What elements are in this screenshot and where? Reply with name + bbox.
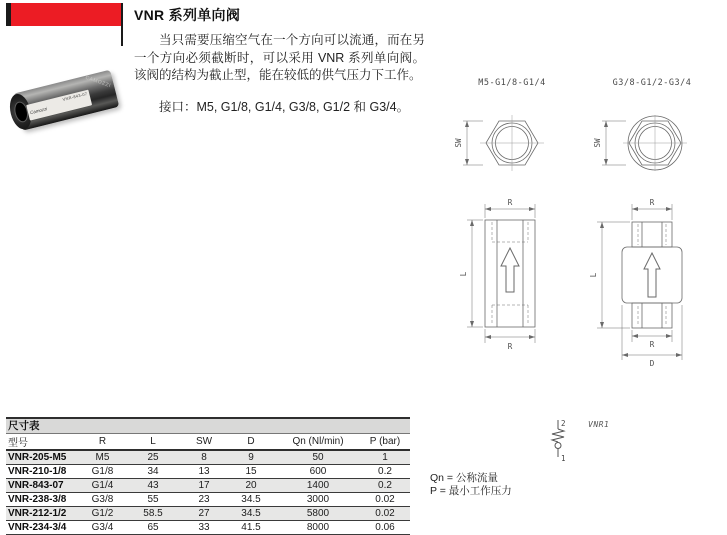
- model-cell: VNR-210-1/8: [6, 465, 81, 479]
- value-cell: 55: [124, 493, 182, 507]
- dim-l-label-2: L: [589, 272, 598, 278]
- col-d: D: [226, 434, 276, 450]
- model-cell: VNR-234-3/4: [6, 521, 81, 535]
- dim-d-label: D: [649, 359, 655, 368]
- table-row: [6, 479, 410, 493]
- value-cell: 9: [226, 450, 276, 465]
- valve-label-brand: Camozzi: [29, 106, 48, 116]
- value-cell: G1/4: [81, 479, 124, 493]
- value-cell: G3/8: [81, 493, 124, 507]
- value-cell: 43: [124, 479, 182, 493]
- col-p: P (bar): [360, 434, 410, 450]
- value-cell: 33: [182, 521, 226, 535]
- value-cell: 5800: [276, 507, 360, 521]
- value-cell: 41.5: [226, 521, 276, 535]
- dim-sw-label-2: SW: [593, 138, 602, 148]
- ports-line: 接口：M5, G1/8, G1/4, G3/8, G1/2 和 G3/4。: [159, 100, 410, 114]
- value-cell: 50: [276, 450, 360, 465]
- page-title: VNR 系列单向阀: [134, 7, 241, 23]
- size-table-caption: 尺寸表: [6, 417, 410, 434]
- value-cell: 65: [124, 521, 182, 535]
- value-cell: 600: [276, 465, 360, 479]
- end-view-large: [593, 115, 687, 171]
- col-sw: SW: [182, 434, 226, 450]
- model-cell: VNR-843-07: [6, 479, 81, 493]
- value-cell: 27: [182, 507, 226, 521]
- value-cell: 0.06: [360, 521, 410, 535]
- dim-r-bottom-2: R: [649, 340, 655, 349]
- intro-paragraph: 当只需要压缩空气在一个方向可以流通，而在另一个方向必须截断时，可以采用 VNR 系列单向阀。该阀的结构为截止型，能在较低的供气压力下工作。: [134, 33, 425, 82]
- spring-glyph: [552, 429, 564, 442]
- note-p: P = 最小工作压力: [430, 485, 512, 497]
- value-cell: 34.5: [226, 507, 276, 521]
- value-cell: 34.5: [226, 493, 276, 507]
- dim-l-label-1: L: [459, 271, 468, 277]
- value-cell: 20: [226, 479, 276, 493]
- view2-title: G3/8-G1/2-G3/4: [612, 78, 692, 88]
- value-cell: 58.5: [124, 507, 182, 521]
- valve-engraving: CAMOZZI: [84, 74, 112, 90]
- view1-title: M5-G1/8-G1/4: [478, 78, 546, 88]
- value-cell: 8: [182, 450, 226, 465]
- dim-sw-label-1: SW: [454, 138, 463, 148]
- model-cell: VNR-212-1/2: [6, 507, 81, 521]
- dim-r-top-2: R: [649, 198, 655, 207]
- dim-r-top-1: R: [507, 198, 513, 207]
- value-cell: G3/4: [81, 521, 124, 535]
- value-cell: 8000: [276, 521, 360, 535]
- product-photo: [4, 58, 128, 150]
- table-row: [6, 493, 410, 507]
- symbol-port-1: 1: [561, 454, 566, 463]
- technical-drawing: [430, 70, 727, 400]
- col-l: L: [124, 434, 182, 450]
- dim-r-bottom-1: R: [507, 342, 513, 351]
- size-table-body: [6, 450, 410, 535]
- col-r: R: [81, 434, 124, 450]
- brand-red-bar: [11, 3, 122, 26]
- value-cell: 0.2: [360, 465, 410, 479]
- value-cell: 13: [182, 465, 226, 479]
- valve-image: [0, 44, 136, 163]
- value-cell: 3000: [276, 493, 360, 507]
- value-cell: M5: [81, 450, 124, 465]
- table-row: [6, 465, 410, 479]
- model-cell: VNR-238-3/8: [6, 493, 81, 507]
- value-cell: G1/2: [81, 507, 124, 521]
- value-cell: 0.02: [360, 507, 410, 521]
- check-valve-symbol: [540, 413, 650, 468]
- table-row: [6, 450, 410, 465]
- value-cell: 34: [124, 465, 182, 479]
- table-row: [6, 507, 410, 521]
- symbol-name: VNR1: [588, 420, 610, 429]
- value-cell: G1/8: [81, 465, 124, 479]
- note-qn: Qn = 公称流量: [430, 472, 498, 484]
- col-qn: Qn (Nl/min): [276, 434, 360, 450]
- symbol-port-2: 2: [561, 419, 566, 428]
- value-cell: 17: [182, 479, 226, 493]
- value-cell: 1: [360, 450, 410, 465]
- value-cell: 15: [226, 465, 276, 479]
- value-cell: 25: [124, 450, 182, 465]
- col-model: 型号: [6, 434, 81, 450]
- end-view-small: [454, 115, 544, 171]
- valve-label-model: VNR-843-07: [62, 91, 88, 102]
- side-view-large: [589, 198, 682, 368]
- value-cell: 1400: [276, 479, 360, 493]
- value-cell: 23: [182, 493, 226, 507]
- side-view-small: [459, 198, 535, 351]
- table-header-row: [6, 434, 410, 450]
- header-divider-line: [121, 3, 123, 46]
- model-cell: VNR-205-M5: [6, 450, 81, 465]
- value-cell: 0.02: [360, 493, 410, 507]
- table-row: [6, 521, 410, 535]
- value-cell: 0.2: [360, 479, 410, 493]
- size-table: [6, 417, 410, 535]
